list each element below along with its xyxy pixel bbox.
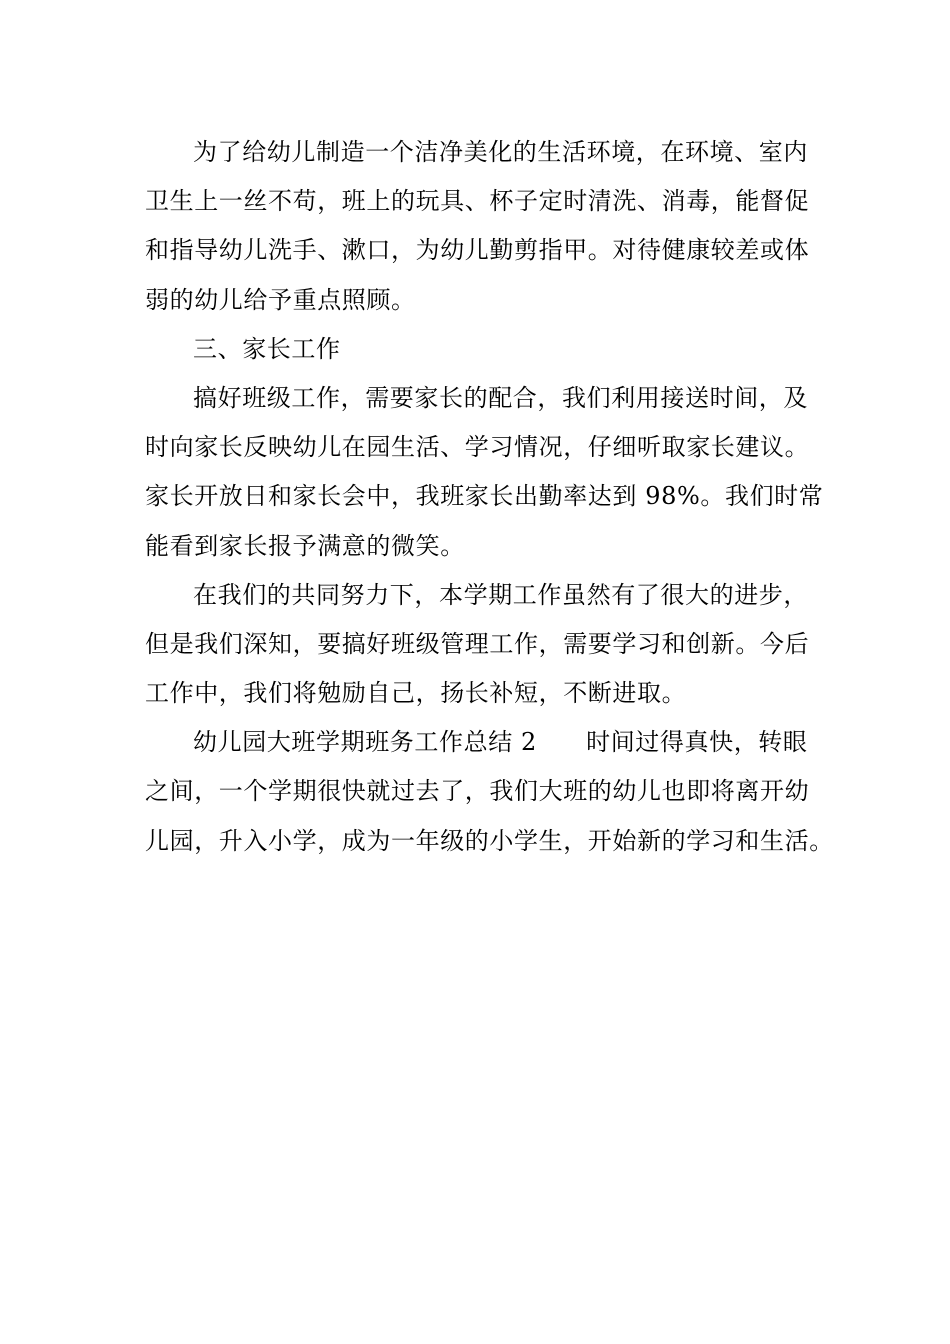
- text-line: 弱的幼儿给予重点照顾。: [145, 285, 416, 314]
- text-line: 之间，一个学期很快就过去了，我们大班的幼儿也即将离开幼: [145, 777, 810, 806]
- text-line: 能看到家长报予满意的微笑。: [145, 531, 465, 560]
- document-body: [145, 128, 834, 866]
- text-line: 幼儿园大班学期班务工作总结 2 时间过得真快，转眼: [193, 728, 808, 757]
- text-line: 在我们的共同努力下，本学期工作虽然有了很大的进步，: [193, 580, 808, 609]
- text-line: 工作中，我们将勉励自己，扬长补短，不断进取。: [145, 679, 687, 708]
- text-line: 但是我们深知，要搞好班级管理工作，需要学习和创新。今后: [145, 629, 810, 658]
- text-line: 时向家长反映幼儿在园生活、学习情况，仔细听取家长建议。: [145, 433, 810, 462]
- text-line: 卫生上一丝不苟，班上的玩具、杯子定时清洗、消毒，能督促: [145, 187, 810, 216]
- text-line: 搞好班级工作，需要家长的配合，我们利用接送时间，及: [193, 383, 808, 412]
- section-heading: 三、家长工作: [193, 334, 341, 363]
- text-line: 儿园，升入小学，成为一年级的小学生，开始新的学习和生活。: [145, 826, 834, 855]
- text-line: 家长开放日和家长会中，我班家长出勤率达到 98%。我们时常: [145, 482, 824, 511]
- text-line: 为了给幼儿制造一个洁净美化的生活环境，在环境、室内: [193, 138, 808, 166]
- text-line: 和指导幼儿洗手、漱口，为幼儿勤剪指甲。对待健康较差或体: [145, 236, 810, 265]
